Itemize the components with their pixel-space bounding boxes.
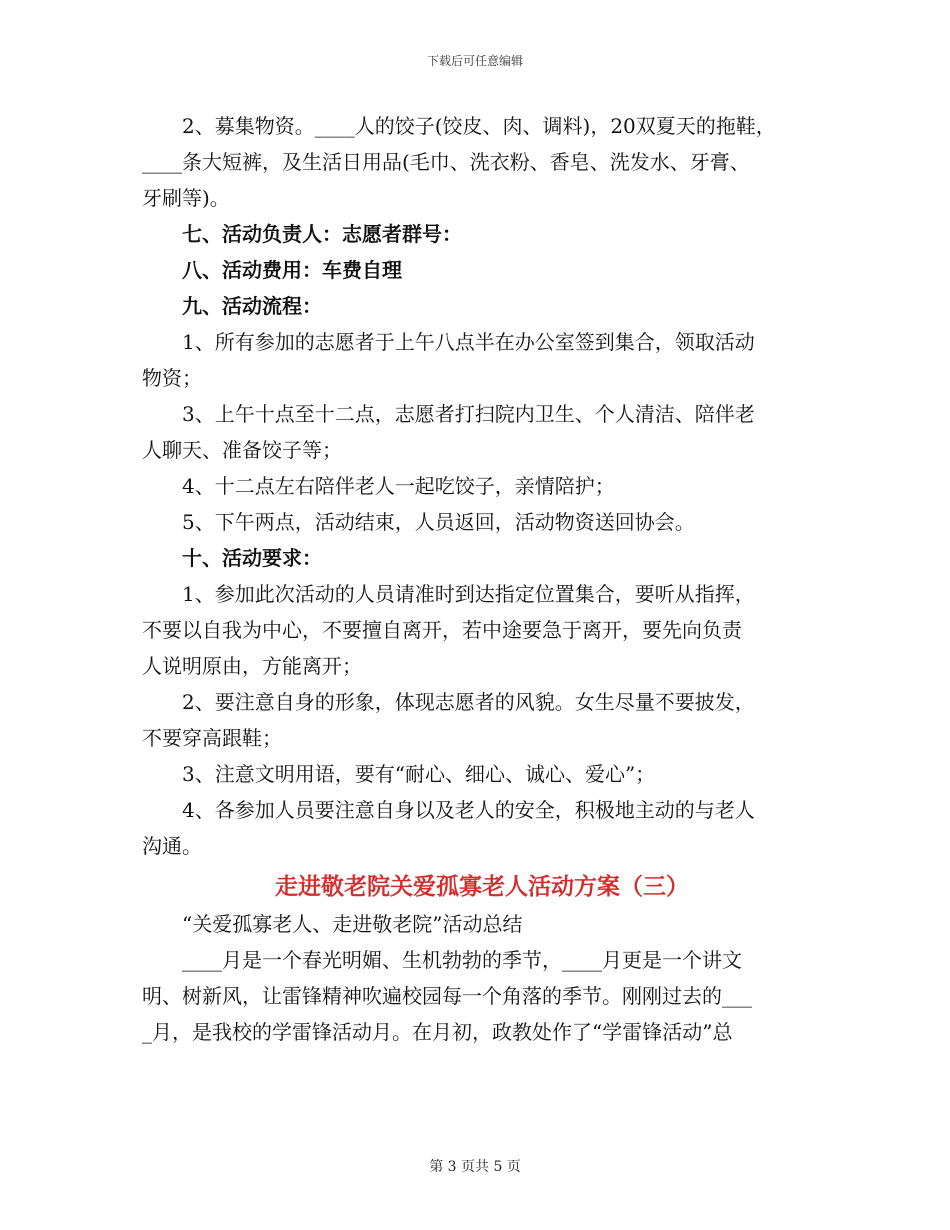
section-title: 走进敬老院关爱孤寡老人活动方案（三）	[275, 874, 689, 900]
paragraph-line: 十、活动要求：	[182, 546, 322, 570]
paragraph	[142, 576, 822, 684]
page-footer: 第 3 页共 5 页	[429, 1159, 521, 1175]
paragraph-line: 5、下午两点，活动结束，人员返回，活动物资送回协会。	[182, 510, 695, 534]
paragraph-line: ____月是一个春光明媚、生机勃勃的季节，____月更是一个讲文	[182, 948, 742, 972]
paragraph-line: ____条大短裤，及生活日用品(毛巾、洗衣粉、香皂、洗发水、牙膏、	[142, 150, 750, 174]
paragraph	[142, 906, 822, 942]
paragraph-line: 人聊天、准备饺子等；	[142, 438, 342, 462]
paragraph	[142, 252, 822, 288]
paragraph-line: 牙刷等)。	[142, 186, 230, 210]
paragraph-line: 3、上午十点至十二点，志愿者打扫院内卫生、个人清洁、陪伴老	[182, 402, 755, 426]
paragraph	[142, 942, 822, 1050]
paragraph-list	[142, 108, 822, 864]
paragraph	[142, 108, 822, 216]
paragraph-line: 1、所有参加的志愿者于上午八点半在办公室签到集合，领取活动	[182, 330, 755, 354]
paragraph-line: 沟通。	[142, 834, 202, 858]
paragraph-line: 4、十二点左右陪伴老人一起吃饺子，亲情陪护；	[182, 474, 615, 498]
paragraph-line: 2、募集物资。____人的饺子(饺皮、肉、调料)，20双夏天的拖鞋，	[182, 114, 776, 138]
paragraph-line: 1、参加此次活动的人员请准时到达指定位置集合，要听从指挥，	[182, 582, 755, 606]
paragraph	[142, 324, 822, 396]
paragraph-line: 九、活动流程：	[182, 294, 322, 318]
paragraph-line: “关爱孤寡老人、走进敬老院”活动总结	[182, 912, 523, 936]
paragraph-line: 人说明原由，方能离开；	[142, 654, 362, 678]
paragraph-line: 不要穿高跟鞋；	[142, 726, 282, 750]
paragraph	[142, 684, 822, 756]
paragraph-line: 3、注意文明用语，要有“耐心、细心、诚心、爱心”；	[182, 762, 656, 786]
document-body	[142, 108, 822, 1050]
paragraph-line: 不要以自我为中心，不要擅自离开，若中途要急于离开，要先向负责	[142, 618, 742, 642]
paragraph-line: 七、活动负责人：志愿者群号：	[182, 222, 462, 246]
paragraph	[142, 216, 822, 252]
paragraph	[142, 504, 822, 540]
page-header: 下载后可任意编辑	[426, 54, 523, 68]
paragraph	[142, 792, 822, 864]
paragraph-line: _月，是我校的学雷锋活动月。在月初，政教处作了“学雷锋活动”总	[142, 1020, 733, 1044]
paragraph-line: 明、树新风，让雷锋精神吹遍校园每一个角落的季节。刚刚过去的___	[142, 984, 752, 1008]
paragraph	[142, 756, 822, 792]
paragraph-line: 2、要注意自身的形象，体现志愿者的风貌。女生尽量不要披发，	[182, 690, 755, 714]
paragraph-line: 八、活动费用：车费自理	[182, 258, 402, 282]
paragraph	[142, 396, 822, 468]
paragraph-line: 物资；	[142, 366, 202, 390]
paragraph	[142, 468, 822, 504]
paragraph	[142, 288, 822, 324]
paragraph-line: 4、各参加人员要注意自身以及老人的安全，积极地主动的与老人	[182, 798, 755, 822]
paragraph	[142, 540, 822, 576]
after-title-paragraphs	[142, 906, 822, 1050]
